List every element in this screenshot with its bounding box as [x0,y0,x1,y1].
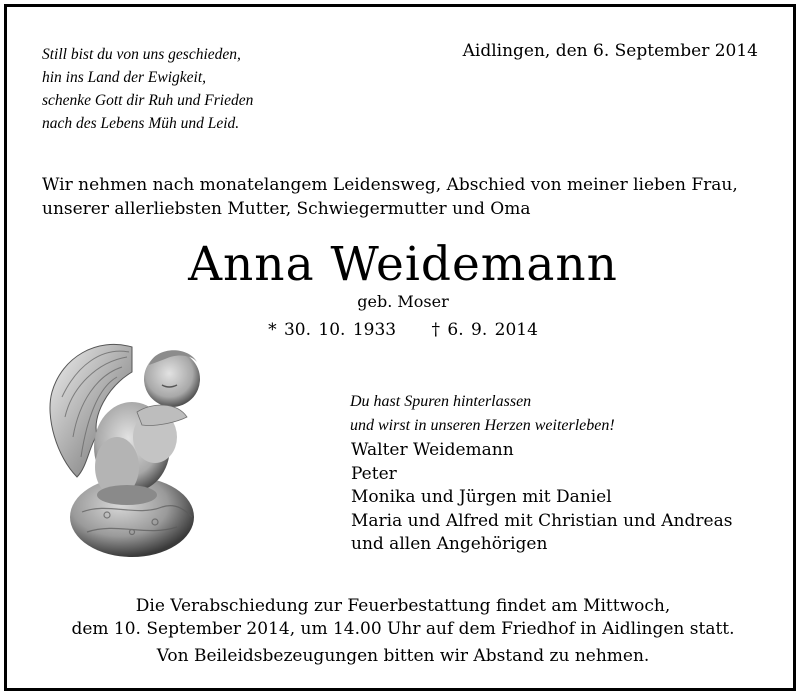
poem-line: schenke Gott dir Ruh und Frieden [42,92,254,109]
funeral-line: Die Verabschiedung zur Feuerbestattung findet am Mittwoch, [135,596,671,616]
mourner: Monika und Jürgen mit Daniel [351,487,612,507]
quote-line: und wirst in unseren Herzen weiterleben! [350,417,615,434]
condolence-note: Von Beileidsbezeugungen bitten wir Abstand zu nehmen. [156,646,650,666]
mourner: Maria und Alfred mit Christian und Andreas [351,510,733,531]
poem-line: hin ins Land der Ewigkeit, [42,69,207,86]
mourner: Peter [351,463,397,484]
angel-on-globe-icon [37,317,237,557]
memorial-quote [350,390,615,438]
quote-line: Du hast Spuren hinterlassen [350,393,532,410]
intro-line: Wir nehmen nach monatelangem Leidensweg, Abschied von meiner lieben Frau, [42,175,738,195]
place-date: Aidlingen, den 6. September 2014 [462,41,758,61]
poem-line: Still bist du von uns geschieden, [42,46,241,63]
deceased-name: Anna Weidemann [188,237,618,292]
intro-line: unserer allerliebsten Mutter, Schwiegermutter und Oma [42,199,531,219]
poem-line: nach des Lebens Müh und Leid. [42,115,240,132]
mourner: Walter Weidemann [351,440,514,460]
intro-text [42,173,738,221]
mourners-list [351,439,732,557]
mourner: und allen Angehörigen [351,534,548,554]
death-date: † 6. 9. 2014 [431,320,538,340]
birth-date: * 30. 10. 1933 [268,320,397,340]
maiden-name: geb. Moser [357,292,449,311]
funeral-line: dem 10. September 2014, um 14.00 Uhr auf dem Friedhof in Aidlingen statt. [71,619,735,639]
poem [42,43,253,135]
funeral-info [7,595,799,668]
obituary-notice [4,4,796,691]
